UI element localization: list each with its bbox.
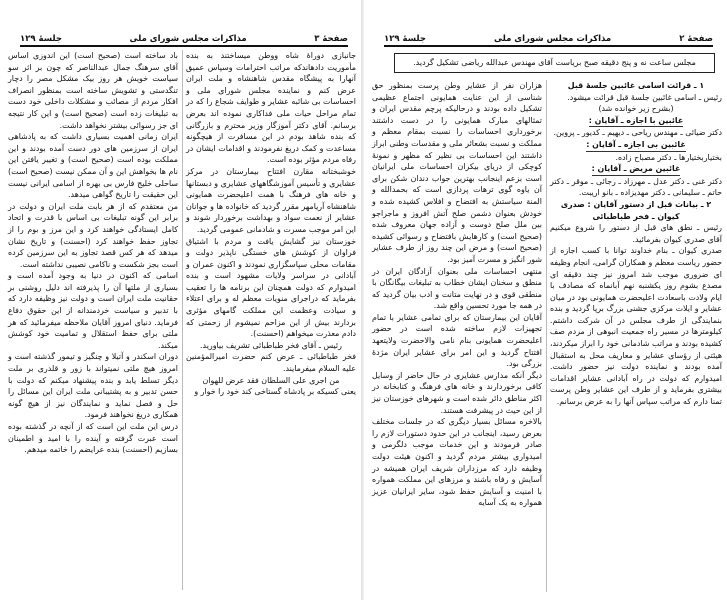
journal-title: مذاکرات مجلس شورای ملی [494, 34, 612, 44]
paragraph: رئیس ـ اسامی غائبین جلسهٔ قبل قرائت میشود. [567, 92, 722, 102]
left-page [0, 0, 362, 600]
note: (بشرح زیر خوانده شد) [598, 104, 674, 114]
paragraph: فخر طباطبائی ـ عرض کنم حضرت امیرالمؤمنین علیه السلام میفرمایند. [186, 352, 356, 374]
paragraph: جانبازی دوراهٔ شاه ووطن میساختند به بنده مأموریت دادهاندکه مراتب احترامات وسپاس عمیق آنهارا به پیشگاه مقدس شاهنشاه و ملت ایران عرض کنم و نماینده مجلس شورای ملی و احساسات بی شائبه عشایر و طوایف شجاع را که در تمام مراحل حیات ملی فداکاری نموده اند بعرض برسانم. آقای دکتر آموزگار وزیر محترم و بازرگانی که بنده شاهد بودم در این مسافرت از هیچگونه مساعدت و کمک دریغ نفرمودند و اقدامات ایشان در رفاه مردم مؤثر بوده است. [186, 51, 356, 165]
session-number: جلسهٔ ۱۲۹ [20, 34, 62, 44]
opening-notice-box: مجلس ساعت نه و پنج دقیقه صبح بریاست آقای مهندس عبدالله ریاضی تشکیل گردید. [394, 53, 715, 73]
page-header [384, 30, 713, 47]
text-column-right [550, 80, 722, 408]
journal-title: مذاکرات مجلس شورای ملی [129, 34, 247, 44]
column-divider [182, 50, 183, 590]
paragraph: یعنی کسیکه بر پادشاه گستاخی کند خود را خوار و [194, 387, 356, 397]
paragraph: درس این ملت این است که از آنچه در گذشته بوده است عبرت گرفته و آینده را با امید و اطمینان بسازیم (احسنت) بنده عرایضم را خاتمه میدهم. [8, 422, 178, 455]
paragraph: باد ساخته است (صحیح است) این اندوزی اساس آقای سرهنگ جمال عبدالناصر که چون بر اثر سو سیاست خویش هر روز بیک مشکل مصر را دچار تنگدستی و تشویش ساخته است بمنظور انصراف افکار مردم از مصائب و مشکلات داخلی خود دست به تبلیغات زده است (صحیح است) و این کار نتیجه ای جز رسوائی بیشتر نخواهد داشت. [8, 51, 178, 130]
page-number: صفحهٔ ۳ [314, 34, 348, 44]
paragraph: رئیس ـ آقای فخر طباطبائی تشریف بیاورید. [200, 340, 342, 350]
paragraph: خوزستان نیز گشایش یافت و مردم با اشتیاق فراوان از کوشش های خستگی ناپذیر دولت و مقامات محلی سپاسگزاری نمودند و اکنون عمران و آبادانی در سراسر ولایات مشهود است و بنده امیدوارم که دولت همچنان این برنامه ها را تعقیب بفرماید که دراجرای منویات معظم له و برای اعتلاء و سیادت وعظمت این مملکت گامهای مؤثری بردارند بیش از این مزاحم نمیشوم از زحمتی که دادم معذرت میخواهم (احسنت). [186, 236, 356, 339]
paragraph: دکتر ضیائی ـ مهندس ریاحی ـ دیهیم ـ کدیور ـ پروین. [553, 128, 722, 138]
page-number: صفحهٔ ۲ [679, 34, 713, 44]
paragraph: رئیس ـ نطق های قبل از دستور را شروع میکنیم آقای صدری کیوان بفرمائید. [550, 223, 722, 244]
paragraph: من معتقدم که از هر بابت ملت ایران و دولت در برابر این گونه تبلیغات بی اساس با قدرت و اتحاد کامل ایستادگی خواهند کرد و این مرز و بوم را از تجاوز حفظ خواهند کرد (احسنت) و تاریخ نشان میدهد که هر کس قصد تجاوز به این سرزمین کرده است بجز شکست و ناکامی نصیبی نداشته است. [8, 201, 178, 269]
paragraph: آقایان این بیمارستان که برای تمامی عشایر با تمام تجهیزات لازم ساخته شده است در حضور اعلیحضرت همایونی بنام نامی والاحضرت ولایتعهد افتتاح گردید و این امر برای عشایر ایران مژدهٔ بزرگی بود. [372, 312, 542, 369]
section-heading: ۲ ـ بیانات قبل از دستور آقایان : صدری کیوان ـ فخر طباطبائی [560, 199, 712, 221]
right-page [364, 0, 727, 600]
column-divider [546, 80, 547, 592]
section-heading: ۱ ـ قرائت اسامی غائبین جلسهٔ قبل [567, 81, 705, 90]
paragraph: اسامی که اکنون در دنیا به وجود آمده است و بسیاری از ملتها آن را پذیرفته اند دلیل روشنی بر حقانیت ملت ایران است و دولت نیز وظیفه دارد که با تدبیر و سیاست خردمندانه از این حقوق دفاع فرماید. دنیای امروز آقایان ملاحظه میفرمائید که هر ملتی برای حفظ استقلال و تمامیت خود کوشش میکند. [8, 271, 178, 350]
paragraph: بالاخره مسائل بسیار دیگری که در جلسات مختلف بعرض رسید، اینجانب در این حدود دستورات لازم را صادر فرمودند و این خدمات موجب دلگرمی و امیدواری بیشتر مردم گردید و اکنون هیئت دولت وظیفه دارد که مرزداران شریف ایران همیشه در آسایش و رفاه باشند و مرزهای این مملکت همواره با امنیت و آسایش حفظ شود، سایر ایرانیان عزیز همواره به یک آسایه [372, 417, 542, 508]
paragraph: منتهی احساسات ملی بعنوان آزادگان ایران در منطق و سخنان ایشان خطاب به تبلیغات بیگانگان با منطقی قوی و در نهایت متانت و ادب بیان گردید که در همه جا مورد تحسین واقع شد. [372, 266, 542, 311]
paragraph: خوشبختانه مقارن افتتاح بیمارستان در مرکز عشایری و تأسیس آموزشگاههای عشایری و دبستانها و خانه های فرهنگ با همت اعلیحضرت همایونی شاهنشاه آریامهر مقرر گردید که خانواده ها و جوانان عشایر از نعمت سواد و بهداشت برخوردار شوند و این امر موجب مسرت و شادمانی عمومی گردید. [186, 166, 356, 234]
subheading: غائبین بی اجازه ـ آقایان : [586, 139, 685, 152]
paragraph: بختیاربختیارها ـ دکتر مصباح زاده. [615, 152, 722, 162]
paragraph: ایران زمانی اهمیت بسیاری داشت که به پادشاهی ایران از سرزمین های دور دست آمده بودند و این مملکت بوده است (صحیح است) و تغییر یافتن این نام ها بخواهش این و آن ممکن نیست (صحیح است) ساحلی خلیج فارس بی بهره از اسامی ایرانی نیست این حقیقت را تاریخ گواهی میدهد. [8, 132, 178, 200]
paragraph: هزاران نفر از عشایر وطن پرست بمنظور حق شناسی از این عنایت همایونی اجتماع عظیمی تشکیل داده بودند و درحالیکه پرچم مقدس ایران و تمثالهای مبارک همایونی را در دست داشتند برخورداری احساسات را نسبت بمقام معظم و مملکت و نسبت بشعائر ملی و مقدسات وطنی ابراز داشتند این احساسات بی نظیر که مظهر و نمونهٔ کوچکی از دریای بیکران احساسات ملی ایرانیان است بزعم اینجانب بهترین جواب دندان شکن برای آن یاوه گوی ترهات پردازی است که بحمدالله و المنة سیاستش به افتضاح و افلاس کشیده شده و خودش بعنوان دشمن صلح آتش افروز و ماجراجو بین ملل صلح دوست و آزاده جهان معروف شده (صحیح است) و کارهایش بافتضاح و رسوائی کشیده (صحیح است) و مرض این چند روز از طرف عشایر شور انگیز و مسرت آمیز بود. [372, 81, 542, 264]
subheading: غائبین مریض ـ آقایان : [592, 163, 681, 176]
text-column-left [372, 80, 542, 509]
page-header [20, 30, 348, 47]
text-column-left [8, 50, 178, 456]
session-number: جلسهٔ ۱۲۹ [384, 34, 426, 44]
subheading: غائبین با اجازه ـ آقایان : [589, 115, 683, 128]
paragraph: دکتر غنی ـ دکتر عدل ـ مهرزاد ـ رجائی ـ موقر ـ دکتر حاتم ـ سلیمانی ـ دکتر مهدیزاده ـ بانو اریبت. [550, 176, 722, 198]
text-column-right [186, 50, 356, 398]
quote: من اجری علی السلطان فقد عرض للهوان [202, 375, 340, 385]
paragraph: دیگر آنکه مدارس عشایری در حال حاضر از وسایل کافی برخوردارند و خانه های فرهنگ و کتابخانه در اکثر مناطق دائر شده است و شهرهای خوزستان نیز از این حیث در پیشرفت هستند. [372, 370, 542, 415]
paragraph: دوران اسکندر و آتیلا و چنگیز و تیمور گذشته است و امروز هیچ ملتی نمیتواند با زور و قلدری بر ملت دیگر تسلط یابد و بنده پیشنهاد میکنم که دولت با حسن تدبیر و به پشتیبانی ملت ایران این مسائل را حل و فصل نماید و نمایندگان نیز از هیچ گونه همکاری دریغ نخواهند فرمود. [8, 352, 178, 420]
paragraph: صدری کیوان ـ بنام خداوند توانا با کسب اجازه از حضور ریاست معظم و همکاران گرامی، انجام وظیفه ای ضروری موجب شد امروز نیز چند دقیقه ای مصدع بشوم روز یکشنبه نهم آبانماه که مصادف با ایام ولادت باسعادت اعلیحضرت همایونی بود در میان عشایر و ایلات مرکزی جشنی بزرگ برپا گردید و بنده بنمایندگی از طرف مجلس در آن شرکت داشتم. کیلومترها در مسیر راه جمعیت انبوهی از مردم صف کشیده بودند و مراتب شادمانی خود را ابراز میکردند، هیئتی از رؤسای عشایر و معاریف محل به استقبال آمده بودند و نماینده دولت نیز حضور داشت. امیدوارم که دولت در راه آبادانی عشایر اقدامات بیشتری بفرماید و از طرف این عشایر وطن پرست تمنا دارم که مراتب سپاس آنها را به عرض برسانم. [550, 246, 722, 407]
